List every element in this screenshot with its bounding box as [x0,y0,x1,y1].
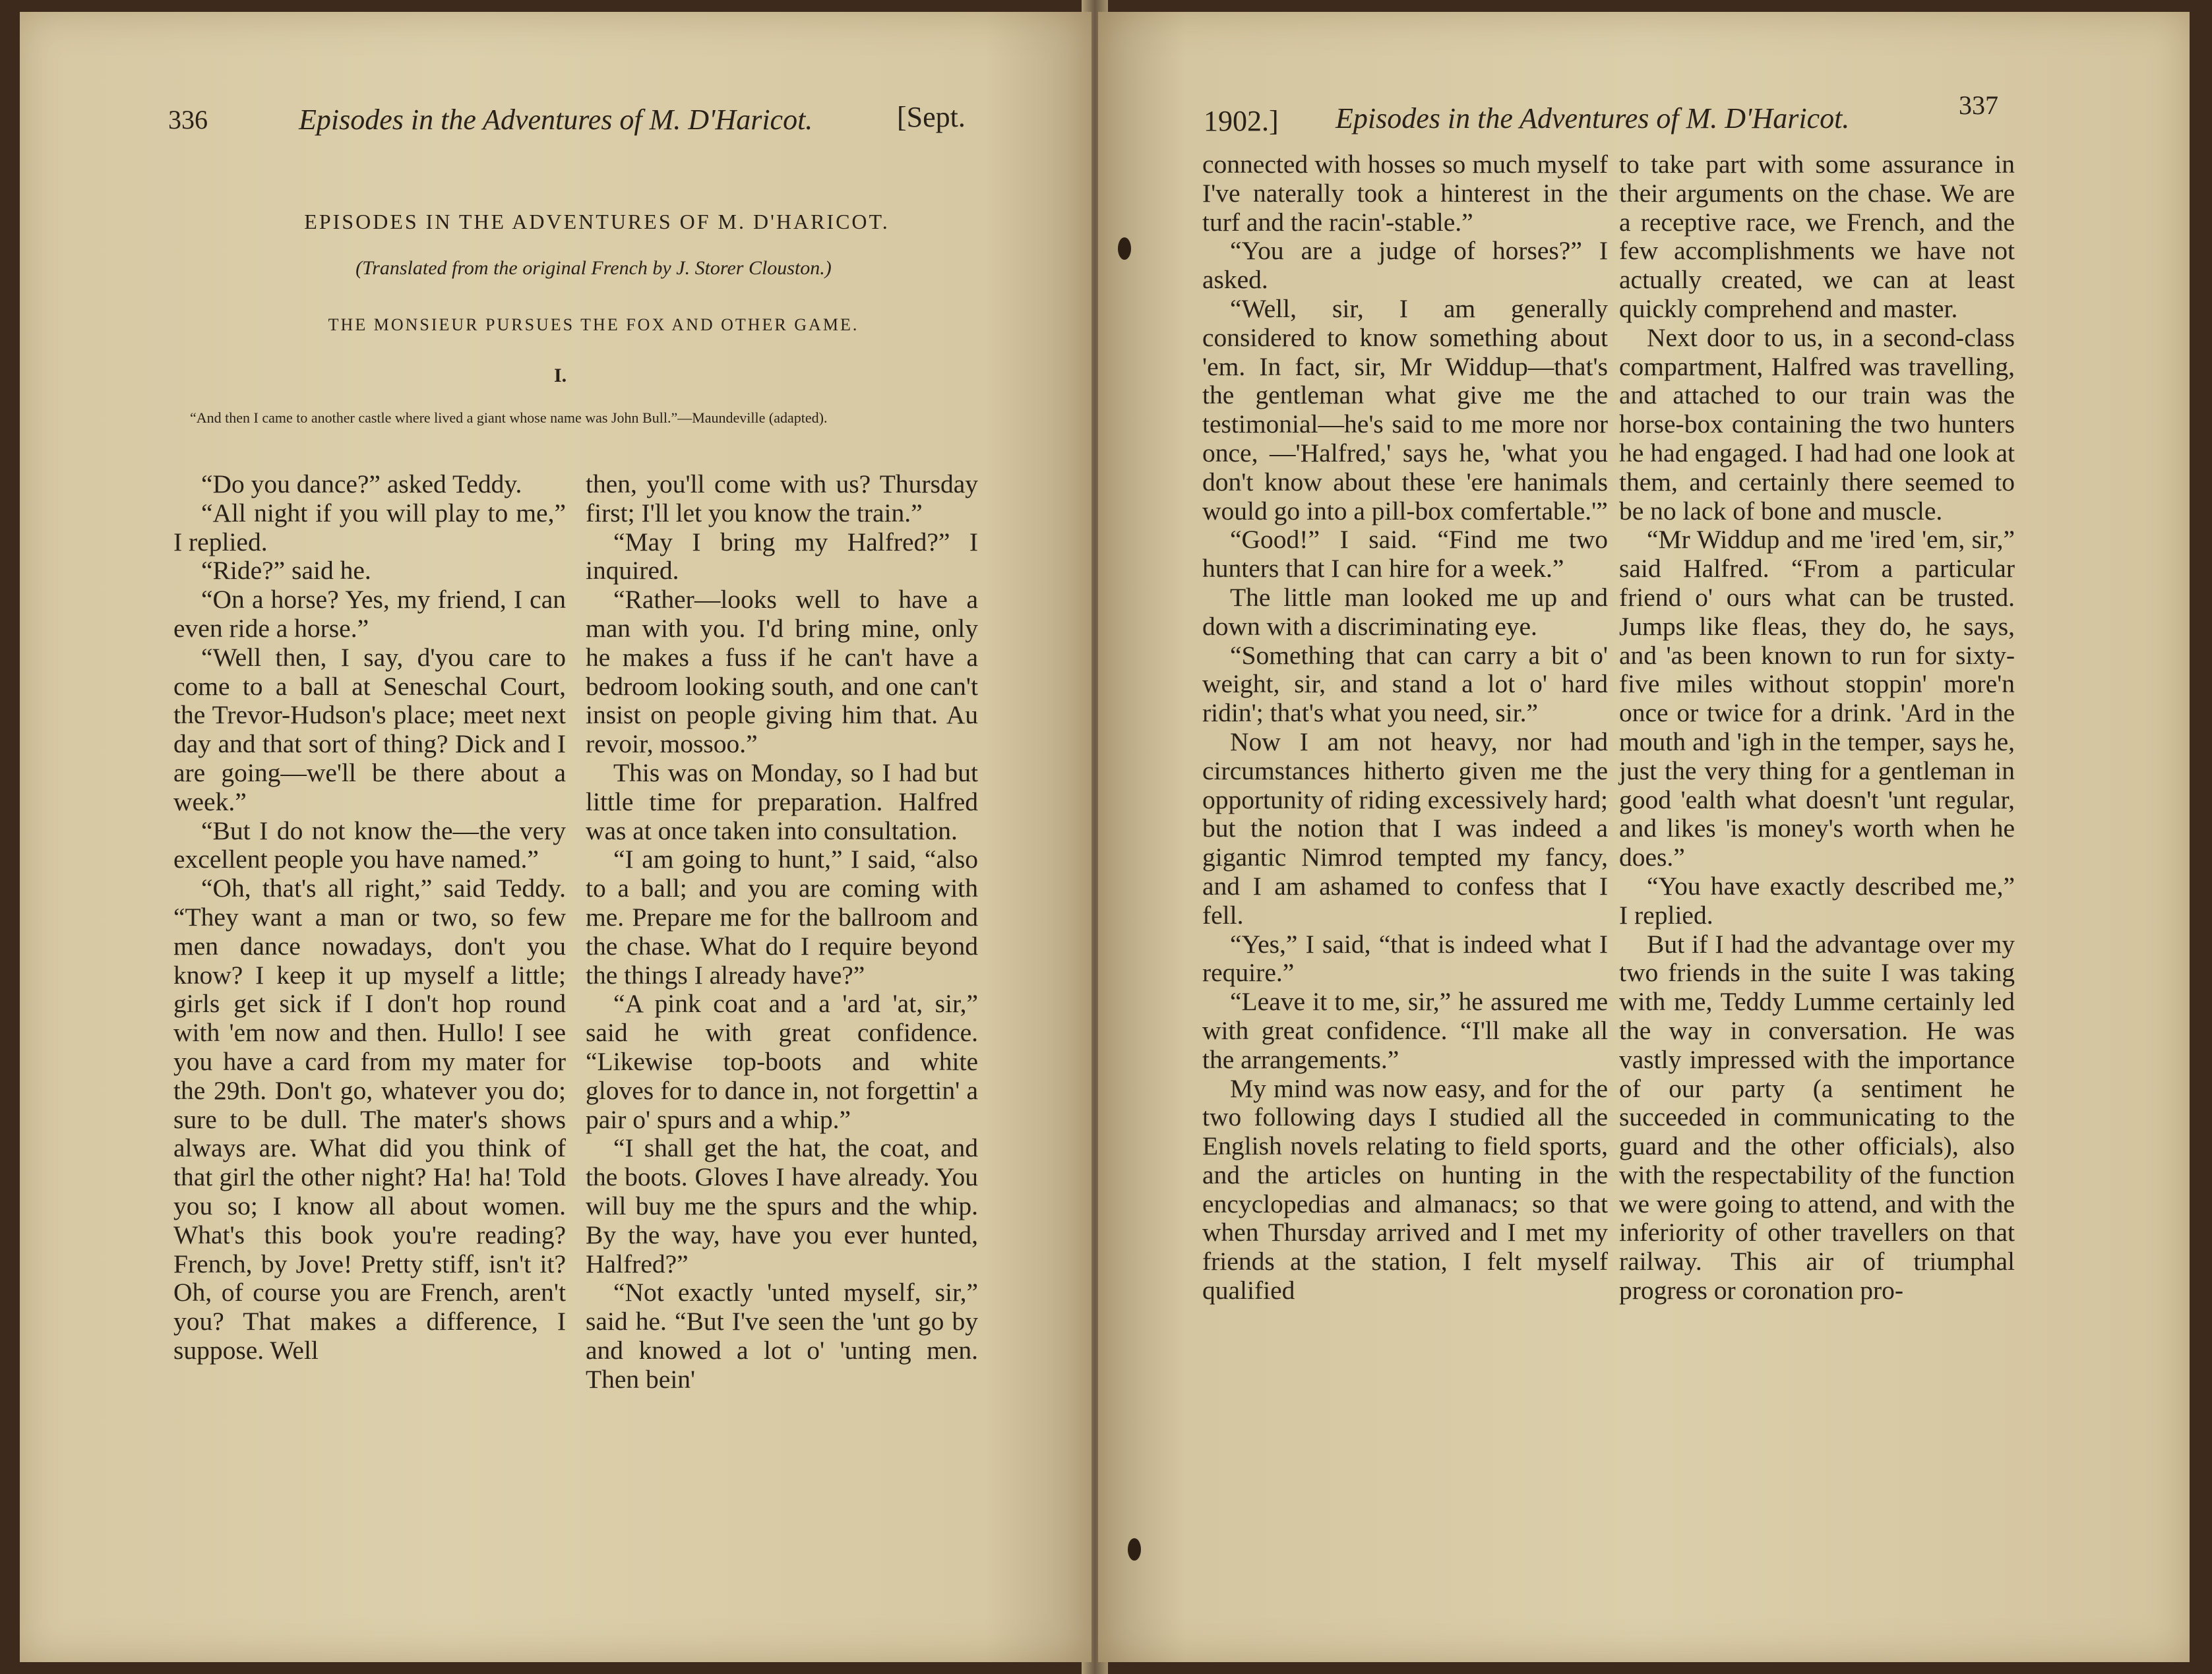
paragraph: “I am going to hunt,” I said, “also to a ball; and you are coming with me. Prepare me for the ballroom and the chase. What do I require beyond the things I already have?” [586,845,978,990]
paragraph: The little man looked me up and down with a discriminating eye. [1202,582,1608,641]
paragraph: “Something that can carry a bit o' weight, sir, and stand a lot o' hard ridin'; that's what you need, sir.” [1202,640,1608,728]
page-number: 336 [168,105,208,135]
paragraph: Now I am not heavy, nor had circumstances hitherto given me the opportunity of riding excessively hard; but the notion that I was indeed a gigantic Nimrod tempted my fancy, and I am ashamed to confess that I fell. [1202,727,1608,930]
article-title: EPISODES IN THE ADVENTURES OF M. D'HARICOT. [304,210,890,233]
paragraph: “You are a judge of horses?” I asked. [1202,236,1608,295]
paragraph: then, you'll come with us? Thursday first; I'll let you know the train.” [586,469,978,527]
section-title: THE MONSIEUR PURSUES THE FOX AND OTHER GAME. [328,315,859,334]
paragraph: “On a horse? Yes, my friend, I can even ride a horse.” [173,585,566,643]
paragraph: “Rather—looks well to have a man with you. I'd bring mine, only he makes a fuss if he can't have a bedroom looking south, and one can't insist on people giving him that. Au revoir, mossoo.” [586,585,978,759]
paragraph: “Do you dance?” asked Teddy. [201,469,522,498]
paragraph: “Not exactly 'unted myself, sir,” said he. “But I've seen the 'unt go by and knowed a lot o' 'unting men. Then bein' [586,1278,978,1394]
paragraph: My mind was now easy, and for the two following days I studied all the English novels relating to field sports, and the articles on hunting in the encyclopedias and almanacs; so that when Thursday arrived and I met my friends at the station, I felt myself qualified [1202,1073,1608,1305]
paragraph: “You have exactly described me,” I replied. [1619,871,2015,930]
paragraph: “But I do not know the—the very excellent people you have named.” [173,816,566,874]
paragraph: “Well then, I say, d'you care to come to a ball at Seneschal Court, the Trevor-Hudson's place; meet next day and that sort of thing? Dick and I are going—we'll be there about a week.” [173,642,566,816]
paragraph: “All night if you will play to me,” I replied. [173,498,566,556]
paragraph: “Well, sir, I am generally considered to know something about 'em. In fact, sir, Mr Widdup—that's the gentleman what give me the testimonial—he's said to me more nor once, —'Halfred,' says he, 'what you don't know about these 'ere hanimals would go into a pill-box comfertable.'” [1202,293,1608,525]
paragraph: Next door to us, in a second-class compartment, Halfred was travelling, and attached to our train was the horse-box containing the two hunters he had engaged. I had had one look at them, and certainly there seemed to be no lack of bone and muscle. [1619,322,2015,525]
paragraph: “Leave it to me, sir,” he assured me with great confidence. “I'll make all the arrangements.” [1202,987,1608,1074]
paragraph: “A pink coat and a 'ard 'at, sir,” said he with great confidence. “Likewise top-boots and white gloves for to dance in, not forgettin' a pair o' spurs and a whip.” [586,989,978,1134]
paragraph: “Good!” I said. “Find me two hunters that I can hire for a week.” [1202,525,1608,583]
left-page [20,12,1091,1662]
right-column-2 [1619,150,2015,1305]
running-title: Episodes in the Adventures of M. D'Haricot. [299,104,813,136]
running-date: 1902.] [1204,105,1279,137]
paragraph: to take part with some assurance in their arguments on the chase. We are a receptive race, we French, and the few accomplishments we have not actually created, we can at least quickly comprehend and master. [1619,150,2015,323]
running-date: [Sept. [897,101,966,133]
paragraph: “Yes,” I said, “that is indeed what I require.” [1202,929,1608,988]
right-page [1098,12,2190,1662]
binding-hole-icon [1118,237,1131,260]
page-number: 337 [1959,90,1998,120]
chapter-number: I. [554,365,567,386]
left-column-1 [173,470,566,1365]
paragraph: “Ride?” said he. [201,556,371,585]
left-column-2 [586,470,978,1394]
paragraph: This was on Monday, so I had but little time for preparation. Halfred was at once taken into consultation. [586,758,978,845]
epigraph: “And then I came to another castle where lived a giant whose name was John Bull.”—Maundeville (adapted). [190,409,828,426]
paragraph: “Oh, that's all right,” said Teddy. “They want a man or two, so few men dance nowadays, don't you know? I keep it up myself a little; girls get sick if I don't hop round with 'em now and then. Hullo! I see you have a card from my mater for the 29th. Don't go, whatever you do; sure to be dull. The mater's shows always are. What did you think of that girl the other night? Ha! ha! Told you so; I know all about women. What's this book you're reading? French, by Jove! Pretty stiff, isn't it? Oh, of course you are French, aren't you? That makes a difference, I suppose. Well [173,874,566,1365]
paragraph: “I shall get the hat, the coat, and the boots. Gloves I have already. You will buy me the spurs and the whip. By the way, have you ever hunted, Halfred?” [586,1133,978,1278]
paragraph: “Mr Widdup and me 'ired 'em, sir,” said Halfred. “From a particular friend o' ours what can be trusted. Jumps like fleas, they do, he says, and 'as been known to run for sixty-five miles without stoppin' more'n once or twice for a drink. 'Ard in the mouth and 'igh in the temper, says he, just the very thing for a gentleman in good 'ealth what doesn't 'unt regular, and likes 'is money's worth when he does.” [1619,525,2015,872]
binding-hole-icon [1128,1538,1141,1561]
paragraph: connected with hosses so much myself I've naterally took a hinterest in the turf and the racin'-stable.” [1202,150,1608,237]
translation-note: (Translated from the original French by J. Storer Clouston.) [355,257,832,279]
paragraph: “May I bring my Halfred?” I inquired. [586,527,978,585]
right-column-1 [1202,150,1608,1305]
running-title: Episodes in the Adventures of M. D'Haricot. [1336,102,1850,135]
paragraph: But if I had the advantage over my two friends in the suite I was taking with me, Teddy Lumme certainly led the way in conversation. He was vastly impressed with the importance of our party (a sentiment he succeeded in communicating to the guard and the other officials), also with the respectability of the function we were going to attend, and with the inferiority of other travellers on that railway. This air of triumphal progress or coronation pro- [1619,929,2015,1305]
